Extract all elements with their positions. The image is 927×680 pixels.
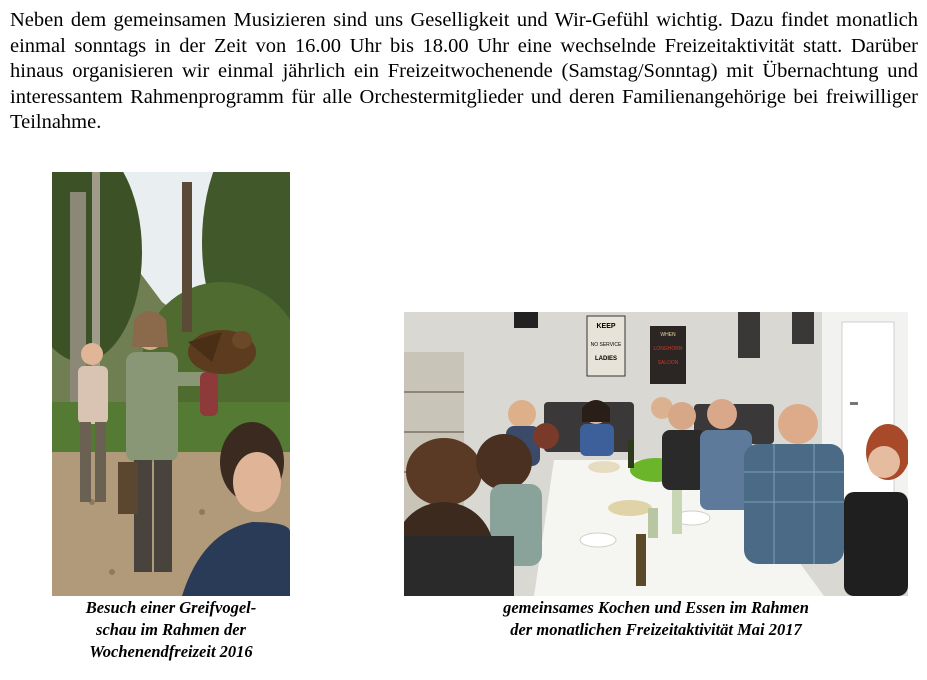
falconry-caption-line: Wochenendfreizeit 2016: [89, 642, 253, 661]
svg-text:NO SERVICE: NO SERVICE: [590, 342, 622, 348]
falconry-caption-line: Besuch einer Greifvogel-: [85, 598, 257, 617]
dinner-caption-line: der monatlichen Freizeitaktivität Mai 2017: [510, 620, 802, 639]
falconry-photo: [52, 172, 290, 596]
dinner-photo: [404, 312, 908, 596]
falconry-photo-illustration: [52, 172, 290, 596]
falconry-caption-line: schau im Rahmen der: [96, 620, 246, 639]
svg-text:WHEN: WHEN: [660, 332, 676, 338]
dinner-caption: [404, 597, 908, 641]
svg-text:KEEP: KEEP: [596, 323, 616, 330]
falconry-caption: [40, 597, 302, 663]
dinner-photo-illustration: [404, 312, 908, 596]
svg-text:LADIES: LADIES: [594, 356, 618, 362]
intro-paragraph: Neben dem gemeinsamen Musizieren sind uns Geselligkeit und Wir-Gefühl wichtig. Dazu findet monatlich einmal sonntags in der Zeit von 16.00 Uhr bis 18.00 Uhr eine wechselnde Freizeitaktivität statt. Darüber hinaus organisieren wir einmal jährlich ein Freizeitwochenende (Samstag/Sonntag) mit Übernachtung und interessantem Rahmenprogramm für alle Orchestermitglieder und deren Familienangehörige bei freiwilliger Teilnahme.: [10, 9, 918, 133]
svg-text:LONGHORN: LONGHORN: [653, 346, 683, 352]
dinner-caption-line: gemeinsames Kochen und Essen im Rahmen: [503, 598, 809, 617]
poster-saloon: [650, 326, 686, 384]
svg-text:SALOON: SALOON: [657, 360, 679, 366]
poster-keep: [587, 316, 625, 376]
